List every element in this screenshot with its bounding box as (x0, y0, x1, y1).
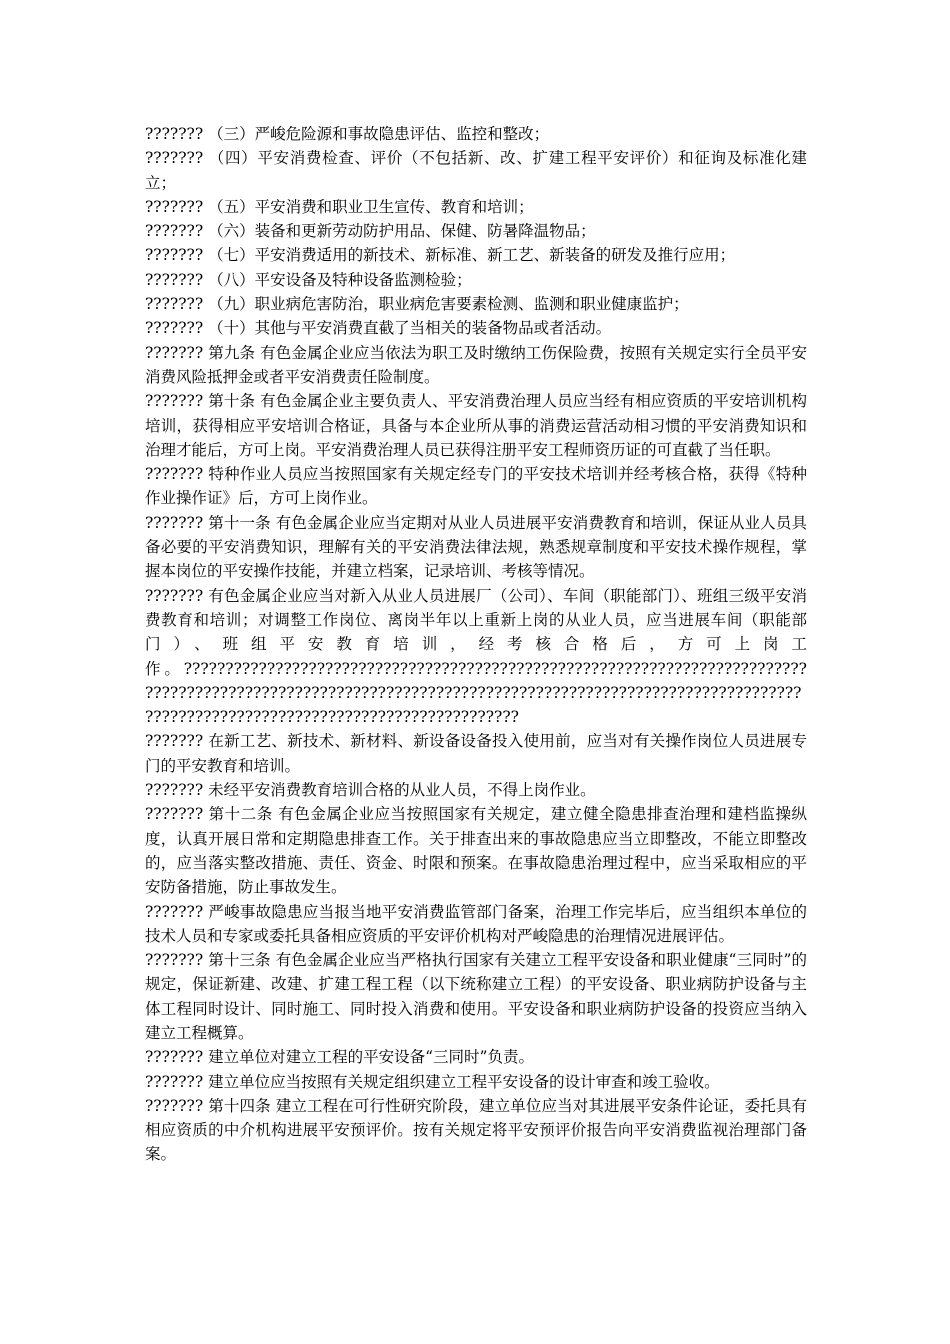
paragraph-item-5: ??????? （五）平安消费和职业卫生宣传、教育和培训； (145, 197, 534, 216)
article-12: ??????? 第十二条 有色金属企业应当按照国家有关规定，建立健全隐患排查治理和建档监操纵度，认真开展日常和定期隐患排查工作。关于排查出来的事故隐患应当立即整改，不能立即整改的，应当落实整改措施、责任、资金、时限和预案。在事故隐患治理过程中，应当采取相应的平安防备措施，防止事故发生。 (145, 805, 807, 897)
article-13: ??????? 第十三条 有色金属企业应当严格执行国家有关建立工程平安设备和职业健康“三同时”的规定，保证新建、改建、扩建工程工程（以下统称建立工程）的平安设备、职业病防护设备与主体工程同时设计、同时施工、同时投入消费和使用。平安设备和职业病防护设备的投资应当纳入建立工程概算。 (145, 951, 807, 1042)
article-11: ??????? 第十一条 有色金属企业应当定期对从业人员进展平安消费教育和培训，保证从业人员具备必要的平安消费知识，理解有关的平安消费法律法规，熟悉规章制度和平安技术操作规程，掌握本岗位的平安操作技能，并建立档案，记录培训、考核等情况。 (145, 513, 807, 581)
no-unqualified-work-paragraph: ??????? 未经平安消费教育培训合格的从业人员，不得上岗作业。 (145, 781, 596, 800)
paragraph-item-10: ??????? （十）其他与平安消费直截了当相关的装备物品或者活动。 (145, 319, 612, 338)
major-hazard-filing-paragraph: ??????? 严峻事故隐患应当报当地平安消费监管部门备案，治理工作完毕后，应当组织本单位的技术人员和专家或委托具备相应资质的平安评价机构对严峻隐患的治理情况进展评估。 (145, 902, 807, 945)
paragraph-item-4: ??????? （四）平安消费检查、评价（不包括新、改、扩建工程平安评价）和征询及标准化建立； (145, 149, 807, 192)
three-level-training-paragraph: ??????? 有色金属企业应当对新入从业人员进展厂（公司）、车间（职能部门）、班组三级平安消费教育和培训；对调整工作岗位、离岗半年以上重新上岗的从业人员，应当进展车间（职能部门）、班组平安教育培训，经考核合格后，方可上岗工作。??????????????????????????????????????????????????????????????????????????????????????????????????????????????????????????????????????????????????????????????????????????????????????????????????????? (145, 586, 807, 727)
paragraph-item-8: ??????? （八）平安设备及特种设备监测检验； (145, 270, 472, 289)
paragraph-item-9: ??????? （九）职业病危害防治，职业病危害要素检测、监测和职业健康监护； (145, 295, 689, 314)
article-14: ??????? 第十四条 建立工程在可行性研究阶段，建立单位应当对其进展平安条件论证，委托具有相应资质的中介机构进展平安预评价。按有关规定将平安预评价报告向平安消费监视治理部门备案。 (145, 1096, 807, 1164)
article-10: ??????? 第十条 有色金属企业主要负责人、平安消费治理人员应当经有相应资质的平安培训机构培训，获得相应平安培训合格证，具备与本企业所从事的消费运营活动相习惯的平安消费知识和治理才能后，方可上岗。平安消费治理人员已获得注册平安工程师资历证的可直截了当任职。 (145, 392, 807, 459)
article-9: ??????? 第九条 有色金属企业应当依法为职工及时缴纳工伤保险费，按照有关规定实行全员平安消费风险抵押金或者平安消费责任险制度。 (145, 343, 807, 386)
design-review-paragraph: ??????? 建立单位应当按照有关规定组织建立工程平安设备的设计审查和竣工验收。 (145, 1072, 720, 1091)
paragraph-item-3: ??????? （三）严峻危险源和事故隐患评估、监控和整改； (145, 125, 550, 143)
paragraph-item-7: ??????? （七）平安消费适用的新技术、新标准、新工艺、新装备的研发及推行应用； (145, 246, 736, 265)
document-body (145, 122, 807, 1167)
paragraph-item-6: ??????? （六）装备和更新劳动防护用品、保健、防暑降温物品； (145, 222, 596, 241)
new-technology-training-paragraph: ??????? 在新工艺、新技术、新材料、新设备设备投入使用前，应当对有关操作岗位人员进展专门的平安教育和培训。 (145, 732, 807, 775)
three-simultaneous-responsibility-paragraph: ??????? 建立单位对建立工程的平安设备“三同时”负责。 (145, 1048, 534, 1067)
special-operators-paragraph: ??????? 特种作业人员应当按照国家有关规定经专门的平安技术培训并经考核合格，获得《特种作业操作证》后，方可上岗作业。 (145, 465, 807, 508)
